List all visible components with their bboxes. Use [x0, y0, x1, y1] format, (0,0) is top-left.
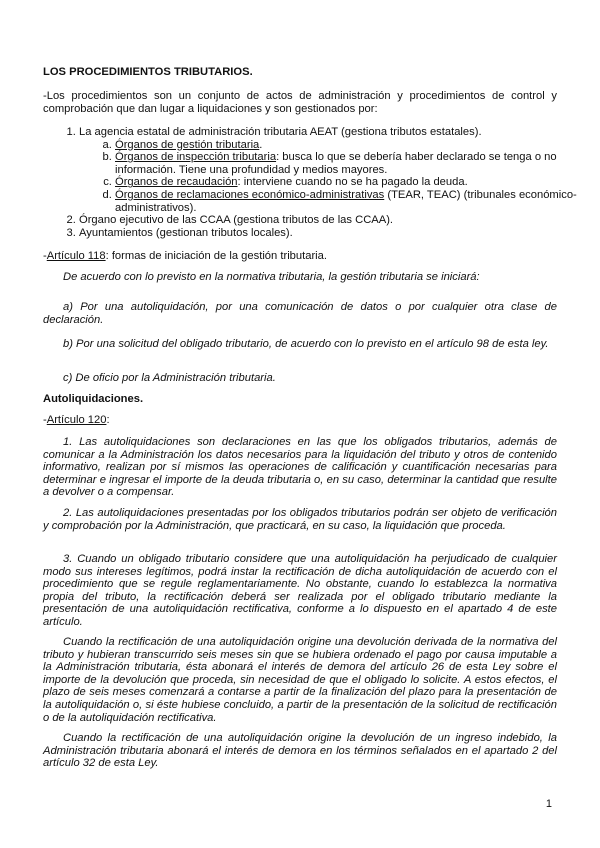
sub-item-inspeccion-term: Órganos de inspección tributaria — [115, 151, 277, 164]
organ-item-aeat — [79, 126, 593, 214]
art118-option-c: c) De oficio por la Administración tributaria. — [63, 372, 276, 384]
art118-option-a: a) Por una autoliquidación, por una comunicación de datos o por cualquier otra clase de declaración. — [43, 301, 557, 326]
sub-item-gestion — [115, 139, 593, 152]
art120-para-2: 2. Las autoliquidaciones presentadas por los obligados tributarios podrán ser objeto de verificación y comprobación por la Administración, que practicará, en su caso, la liquidación que proceda. — [43, 507, 557, 532]
art120-prefix: - — [43, 414, 47, 426]
art120-para-4: Cuando la rectificación de una autoliquidación origine una devolución derivada de la normativa del tributo y hubieran transcurrido seis meses sin que se hubiera ordenado el pago por causa imputable a la Administración tributaria, ésta abonará el interés de demora del artículo 26 de esta Ley sobre el importe de la devolución que proceda, sin necesidad de que el obligado lo solicite. A estos efectos, el plazo de seis meses comenzará a contarse a partir de la finalización del plazo para la presentación de la autoliquidación o, si éste hubiese concluido, a partir de la presentación de la solicitud de rectificación o de la autoliquidación rectificativa. — [43, 636, 557, 724]
art118-link[interactable]: Artículo 118 — [46, 250, 106, 262]
sub-item-reclamaciones-term: Órganos de reclamaciones económico-administrativas — [115, 188, 385, 201]
page-number: 1 — [545, 798, 552, 810]
organs-list — [43, 126, 593, 239]
intro-paragraph: -Los procedimientos son un conjunto de actos de administración y procedimientos de control y comprobación que dan lugar a liquidaciones y son gestionados por: — [43, 90, 557, 115]
art118-heading — [43, 250, 557, 263]
organ-item-ayuntamientos: 3. Ayuntamientos (gestionan tributos locales). — [79, 227, 593, 240]
art120-link[interactable]: Artículo 120 — [46, 414, 107, 426]
sub-item-recaudacion-term: Órganos de recaudación — [115, 176, 238, 189]
organ-item-aeat-text: La agencia estatal de administración tributaria AEAT (gestiona tributos estatales). — [79, 126, 482, 138]
aeat-sublist — [79, 139, 593, 215]
sub-item-inspeccion — [115, 151, 593, 176]
sub-item-recaudacion — [115, 176, 593, 189]
art120-rest: : — [106, 414, 110, 426]
sub-item-reclamaciones-rest: (TEAR, TEAC) (tribunales económico-administrativos). — [115, 188, 577, 214]
art120-heading — [43, 414, 557, 427]
organ-item-ccaa: 2. Órgano ejecutivo de las CCAA (gestiona tributos de las CCAA). — [79, 214, 593, 227]
art118-prefix: - — [43, 250, 47, 262]
art118-intro: De acuerdo con lo previsto en la normativa tributaria, la gestión tributaria se iniciará: — [63, 271, 480, 283]
sub-item-gestion-rest: . — [259, 138, 263, 151]
page-title: LOS PROCEDIMIENTOS TRIBUTARIOS. — [43, 66, 253, 78]
art118-option-b: b) Por una solicitud del obligado tributario, de acuerdo con lo previsto en el artículo 98 de esta ley. — [63, 338, 549, 350]
autoliquidaciones-heading: Autoliquidaciones. — [43, 393, 144, 405]
sub-item-inspeccion-rest: : busca lo que se debería haber declarado se tenga o no información. Tiene una profundidad y medios mayores. — [115, 151, 557, 176]
art118-rest: : formas de iniciación de la gestión tributaria. — [105, 250, 327, 262]
art120-para-3: 3. Cuando un obligado tributario considere que una autoliquidación ha perjudicado de cualquier modo sus intereses legítimos, podrá instar la rectificación de dicha autoliquidación de acuerdo con el procedimiento que se regule reglamentariamente. No obstante, cuando lo establezca la normativa propia del tributo, la rectificación deberá ser realizada por el obligado tributario mediante la presentación de una autoliquidación rectificativa, conforme a lo dispuesto en el apartado 4 de este artículo. — [43, 553, 557, 628]
art120-para-1: 1. Las autoliquidaciones son declaraciones en las que los obligados tributarios, además de comunicar a la Administración los datos necesarios para la liquidación del tributo y otros de contenido informativo, realizan por sí mismos las operaciones de calificación y cuantificación necesarias para determinar e ingresar el importe de la deuda tributaria o, en su caso, determinar la cantidad que resulte a devolver o a compensar. — [43, 436, 557, 499]
art120-para-5: Cuando la rectificación de una autoliquidación origine la devolución de un ingreso indebido, la Administración tributaria abonará el interés de demora en los términos señalados en el apartado 2 del artículo 32 de esta Ley. — [43, 732, 557, 770]
sub-item-recaudacion-rest: : interviene cuando no se ha pagado la deuda. — [237, 176, 468, 189]
sub-item-gestion-term: Órganos de gestión tributaria — [115, 138, 260, 151]
sub-item-reclamaciones — [115, 189, 593, 214]
